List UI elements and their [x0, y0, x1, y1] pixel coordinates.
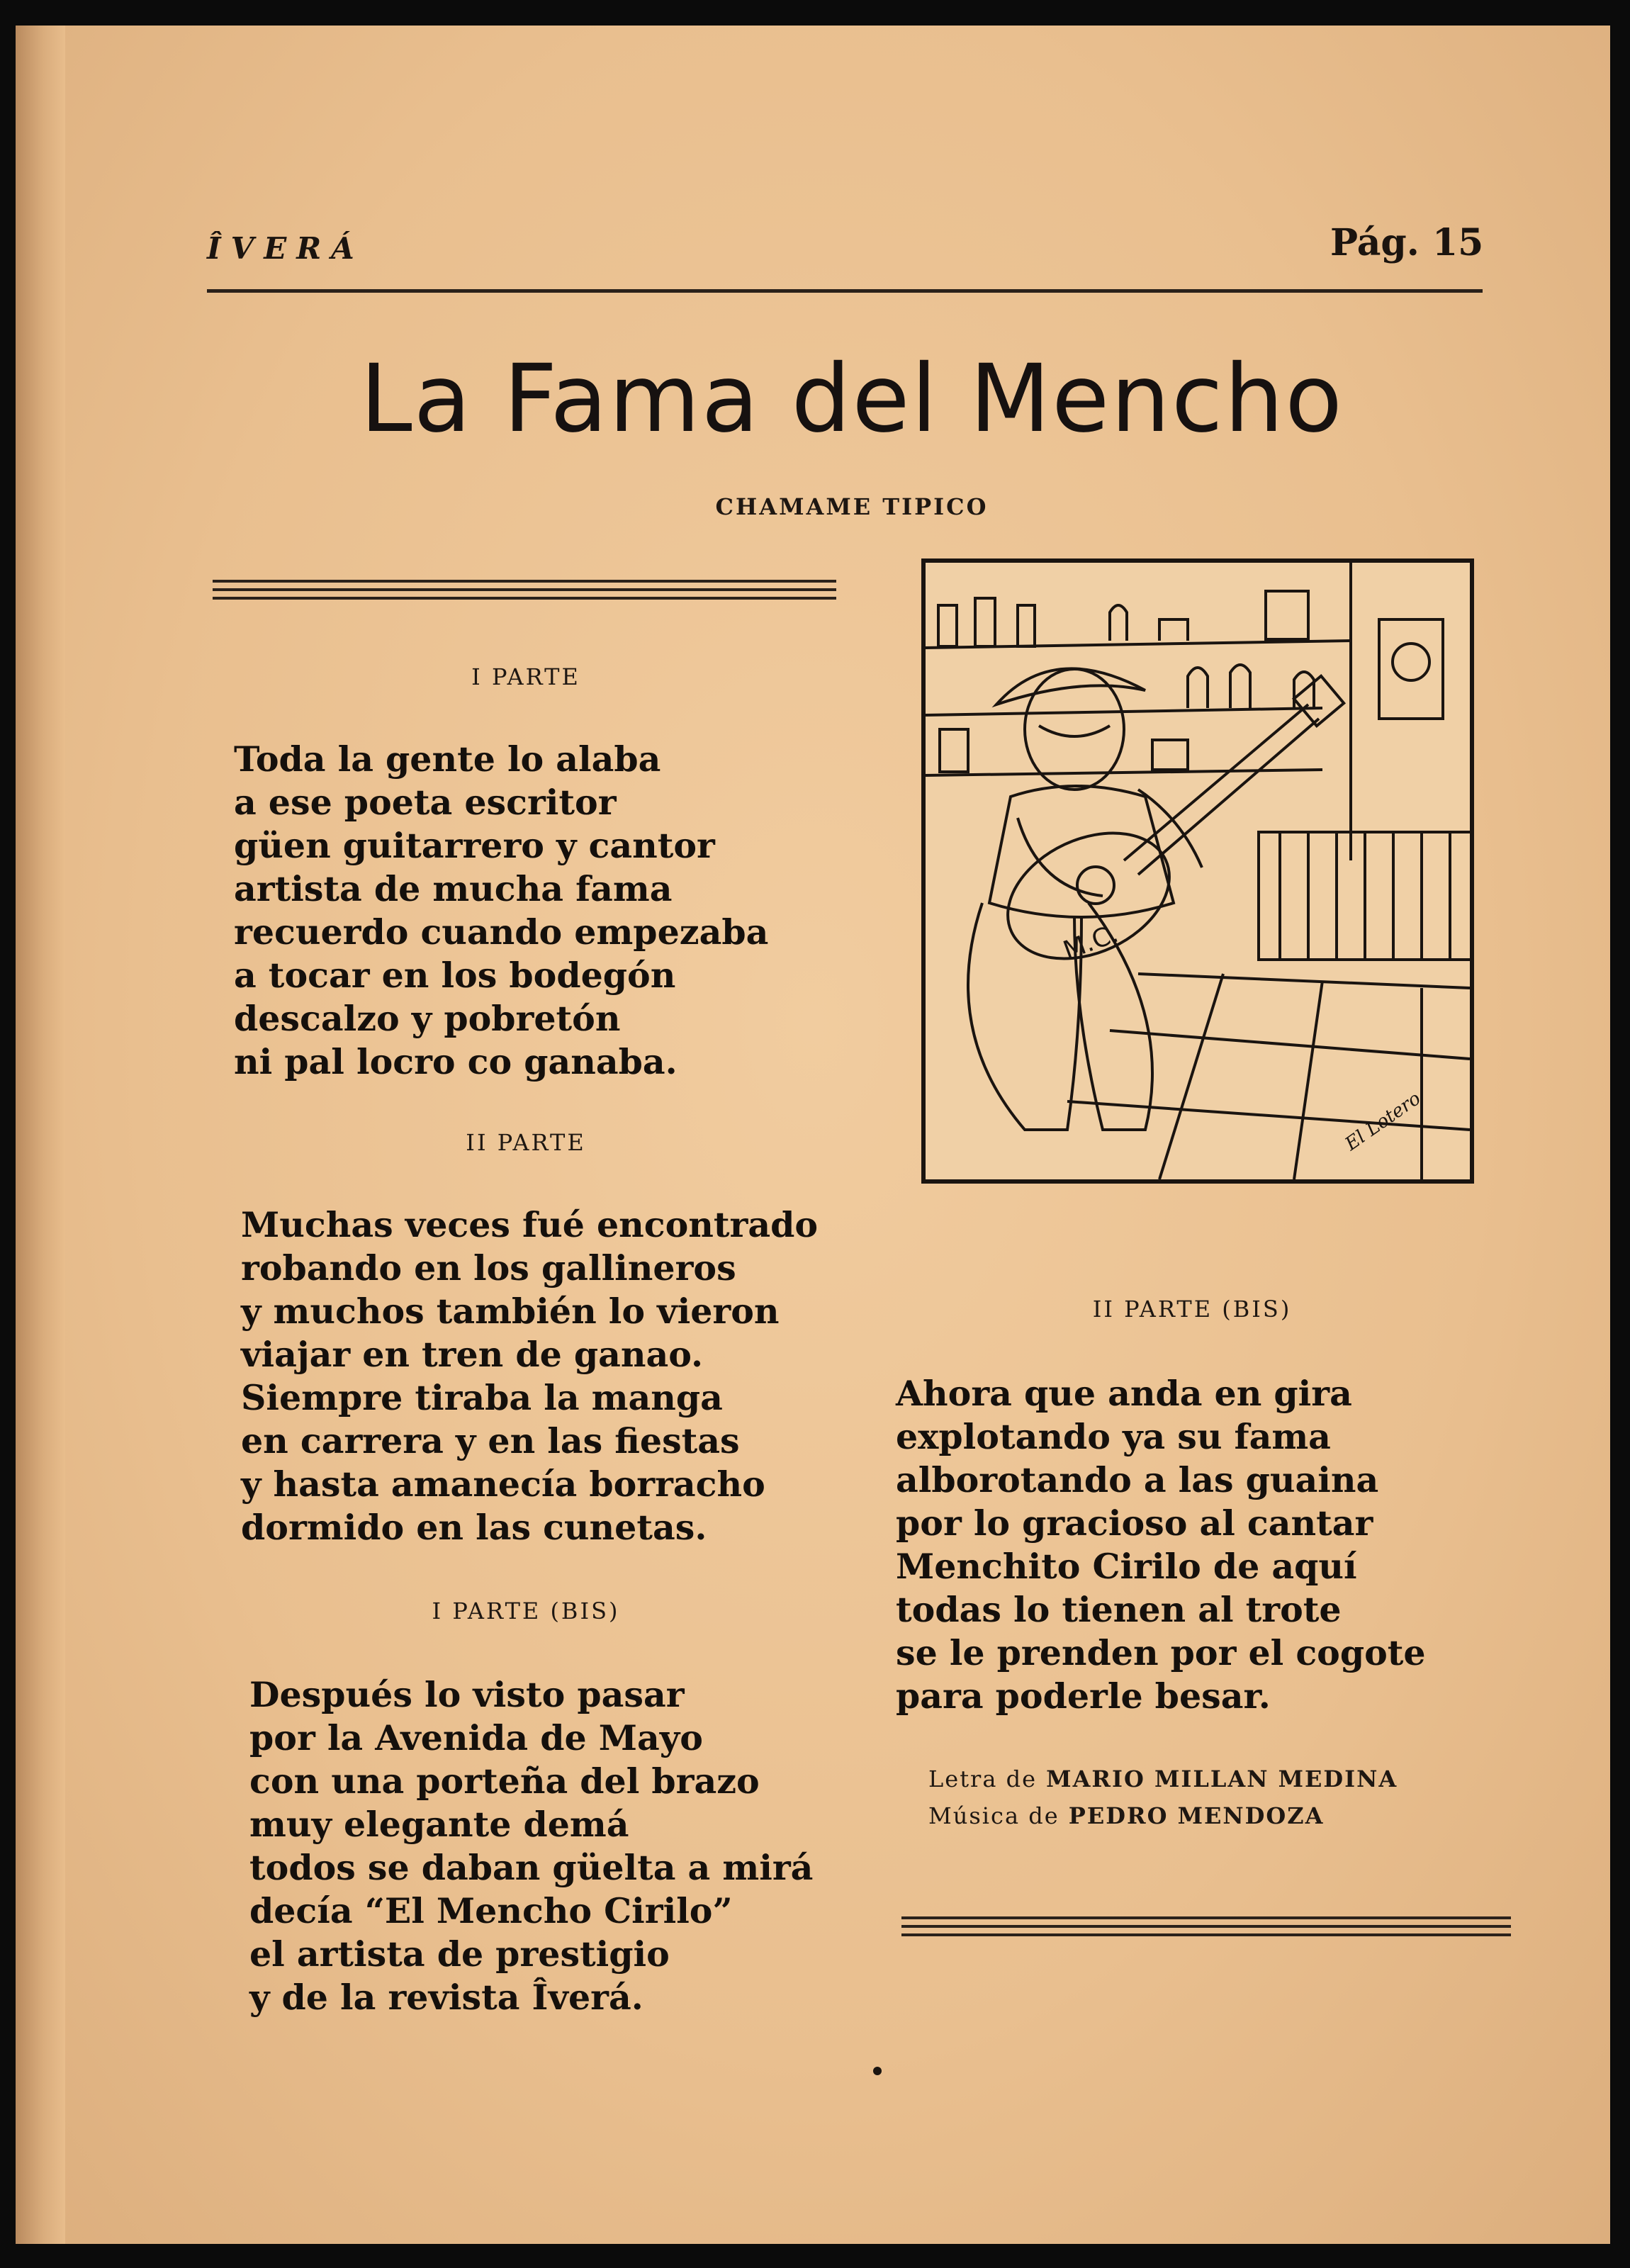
magazine-name: ÎVERÁ [207, 231, 364, 266]
verse-line: alborotando a las guaina [896, 1459, 1379, 1500]
music-author: PEDRO MENDOZA [1068, 1802, 1325, 1829]
verse-line: por lo gracioso al cantar [896, 1503, 1373, 1544]
verse-line: Siempre tiraba la manga [241, 1377, 723, 1418]
lyrics-label: Letra de [928, 1765, 1038, 1792]
music-credit [928, 1797, 1398, 1834]
verse-line: viajar en tren de ganao. [241, 1334, 704, 1375]
verse-line: robando en los gallineros [241, 1247, 736, 1289]
magazine-page [16, 26, 1610, 2244]
guitarist-illustration [921, 558, 1474, 1184]
verse-line: y muchos también lo vieron [241, 1291, 780, 1332]
verse-line: Muchas veces fué encontrado [241, 1204, 819, 1245]
page-spine-shadow [16, 26, 65, 2244]
verse-line: a ese poeta escritor [234, 782, 617, 823]
verse-line: explotando ya su fama [896, 1416, 1331, 1457]
right-bottom-rules [901, 1916, 1511, 1936]
song-title: La Fama del Mencho [360, 344, 1344, 454]
lyrics-author: MARIO MILLAN MEDINA [1046, 1765, 1398, 1792]
verse-line: descalzo y pobretón [234, 998, 621, 1039]
guitar-initials: M.C. [1060, 919, 1123, 966]
part-heading: II PARTE (BIS) [1092, 1296, 1292, 1323]
song-subtitle: CHAMAME TIPICO [715, 493, 989, 520]
verse-line: recuerdo cuando empezaba [234, 911, 769, 953]
part-heading: I PARTE (BIS) [432, 1598, 620, 1624]
stanza-ii-bis [896, 1372, 1426, 1718]
verse-line: y hasta amanecía borracho [241, 1464, 765, 1505]
song-credits [928, 1761, 1398, 1834]
verse-line: por la Avenida de Mayo [249, 1717, 703, 1758]
lyrics-credit [928, 1761, 1398, 1797]
verse-line: Menchito Cirilo de aquí [896, 1546, 1357, 1587]
stanza-ii [241, 1203, 818, 1549]
verse-line: todas lo tienen al trote [896, 1589, 1342, 1630]
page-number: Pág. 15 [1330, 221, 1484, 264]
verse-line: a tocar en los bodegón [234, 955, 676, 996]
verse-line: todos se daban güelta a mirá [249, 1847, 814, 1888]
verse-line: artista de mucha fama [234, 868, 673, 909]
print-dot [873, 2067, 882, 2075]
stanza-i [234, 738, 768, 1084]
verse-line: y de la revista Îverá. [249, 1977, 643, 2018]
header-rule [207, 289, 1483, 293]
verse-line: muy elegante demá [249, 1804, 629, 1845]
verse-line: güen guitarrero y cantor [234, 825, 715, 866]
music-label: Música de [928, 1802, 1060, 1829]
verse-line: en carrera y en las fiestas [241, 1420, 740, 1461]
illustration-drawing [926, 563, 1470, 1179]
verse-line: decía “El Mencho Cirilo” [249, 1890, 733, 1931]
stanza-i-bis [249, 1673, 813, 2019]
verse-line: el artista de prestigio [249, 1933, 670, 1975]
verse-line: ni pal locro co ganaba. [234, 1041, 678, 1082]
verse-line: con una porteña del brazo [249, 1761, 760, 1802]
verse-line: dormido en las cunetas. [241, 1507, 707, 1548]
left-top-rules [213, 580, 836, 600]
verse-line: Después lo visto pasar [249, 1674, 685, 1715]
verse-line: Ahora que anda en gira [896, 1373, 1352, 1414]
part-heading: II PARTE [466, 1129, 586, 1156]
verse-line: para poderle besar. [896, 1675, 1271, 1717]
part-heading: I PARTE [471, 663, 580, 690]
verse-line: Toda la gente lo alaba [234, 739, 661, 780]
artist-signature: El Lotero [1341, 1087, 1425, 1155]
verse-line: se le prenden por el cogote [896, 1632, 1426, 1673]
